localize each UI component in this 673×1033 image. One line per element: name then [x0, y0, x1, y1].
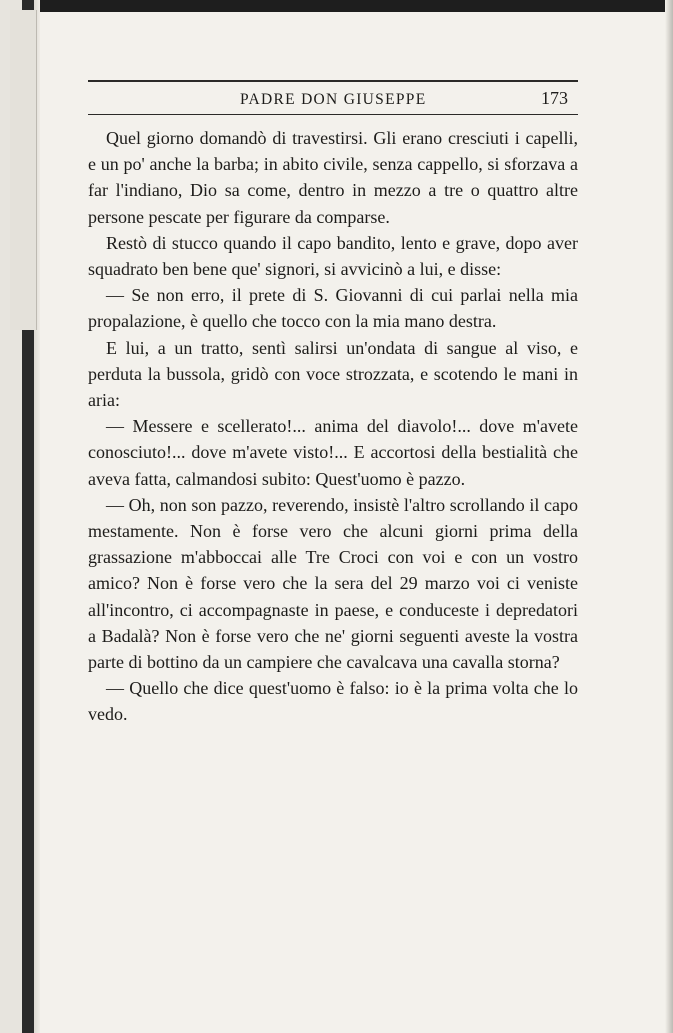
paragraph: — Quello che dice quest'uomo è falso: io è la prima volta che lo vedo. — [88, 678, 578, 725]
scan-top-border — [0, 0, 673, 12]
paragraph: — Oh, non son pazzo, reverendo, insistè l'altro scrollando il capo mestamente. Non è forse vero che alcuni giorni prima della grassazione m'abboccai alle Tre Croci con voi e con un vostro amico? Non è forse vero che la sera del 29 marzo voi ci veniste all'incontro, ci accompagnaste in paese, e conduceste i depredatori a Badalà? Non è forse vero che ne' giorni seguenti aveste la vostra parte di bottino da un campiere che cavalcava una cavalla storna? — [88, 494, 578, 673]
body-text — [88, 125, 578, 728]
header-rule-bottom — [88, 114, 578, 115]
paragraph: Quel giorno domandò di travestirsi. Gli erano cresciuti i capelli, e un po' anche la barba; in abito civile, senza cappello, si sforzava a far l'indiano, Dio sa come, dentro in mezzo a tre o quattro altre persone pescate per figurare da comparse. — [88, 128, 578, 227]
scan-page-fold — [10, 10, 37, 330]
paragraph: — Se non erro, il prete di S. Giovanni di cui parlai nella mia propalazione, è quello che tocco con la mia mano destra. — [88, 285, 578, 332]
page-header — [88, 82, 578, 114]
book-page — [88, 80, 578, 728]
running-title: PADRE DON GIUSEPPE — [240, 91, 427, 108]
paragraph: Restò di stucco quando il capo bandito, lento e grave, dopo aver squadrato ben bene que' signori, si avvicinò a lui, e disse: — [88, 232, 578, 280]
page-number: 173 — [541, 88, 568, 108]
paragraph: — Messere e scellerato!... anima del diavolo!... dove m'avete conosciuto!... dove m'avete visto!... E accortosi della bestialità che aveva fatta, calmandosi subito: Quest'uomo è pazzo. — [88, 416, 578, 489]
paragraph: E lui, a un tratto, sentì salirsi un'ondata di sangue al viso, e perduta la bussola, gridò con voce strozzata, e scotendo le mani in aria: — [88, 337, 578, 411]
scan-right-edge — [665, 0, 673, 1033]
